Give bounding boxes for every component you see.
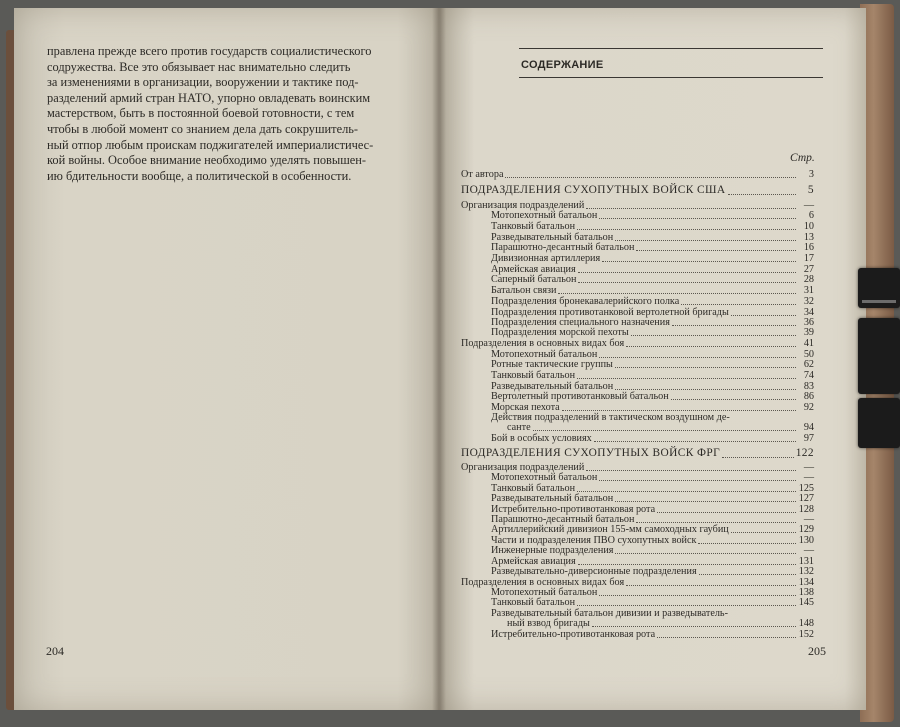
toc-entry-title: Действия подразделений в тактическом воздушном де- [491, 412, 730, 423]
toc-entry-page: 27 [803, 264, 814, 275]
toc-entry-page: 74 [803, 370, 814, 381]
toc-entry-page: — [803, 462, 814, 473]
toc-entry-title: Танковый батальон [491, 370, 576, 381]
toc-entry-page: 34 [803, 307, 814, 318]
toc-leader-dots [615, 366, 796, 368]
title-rule-bottom [519, 77, 823, 78]
toc-entry-page: — [803, 472, 814, 483]
binder-clip-bottom [858, 398, 900, 448]
text-line: содружества. Все это обязывает нас внимательно следить [47, 59, 351, 74]
toc-leader-dots [671, 398, 796, 400]
toc-entry-page: 41 [803, 338, 814, 349]
toc-leader-dots [731, 531, 796, 533]
toc-entry-title: Организация подразделений [461, 462, 585, 473]
toc-entry-page: 129 [798, 524, 814, 535]
toc-entry-title: санте [507, 422, 531, 433]
toc-leader-dots [586, 207, 796, 209]
toc-entry [491, 391, 814, 402]
toc-leader-dots [615, 552, 796, 554]
toc-entry-page: 86 [803, 391, 814, 402]
toc-entry-title: Морская пехота [491, 402, 560, 413]
toc-entry-page: 32 [803, 296, 814, 307]
toc-entry [461, 169, 814, 180]
toc-leader-dots [577, 377, 796, 379]
toc-entry [491, 274, 814, 285]
toc-entry-page: 130 [798, 535, 814, 546]
toc-entry-title: ПОДРАЗДЕЛЕНИЯ СУХОПУТНЫХ ВОЙСК США [461, 184, 726, 196]
toc-entry-title: Саперный батальон [491, 274, 577, 285]
left-page-number: 204 [46, 644, 64, 658]
toc-entry-page: 39 [803, 327, 814, 338]
text-line: ный отпор любым проискам поджигателей империалистичес- [47, 137, 374, 152]
toc-entry-page: 94 [803, 422, 814, 433]
binder-clip-shine [862, 300, 896, 303]
toc-entry [491, 524, 814, 535]
toc-entry-page: 125 [798, 483, 814, 494]
contents-title: СОДЕРЖАНИЕ [521, 59, 604, 71]
toc-leader-dots [636, 249, 796, 251]
toc-leader-dots [615, 500, 796, 502]
toc-entry-page: 128 [798, 504, 814, 515]
toc-entry-title: Разведывательный батальон дивизии и разведыватель- [491, 608, 728, 619]
text-line: кой войны. Особое внимание необходимо уделять повышен- [47, 153, 367, 168]
toc-entry-page: 92 [803, 402, 814, 413]
toc-entry-title: Артиллерийский дивизион 155-мм самоходных гаубиц [491, 524, 729, 535]
toc-entry-title: Подразделения специального назначения [491, 317, 670, 328]
toc-entry-title: Вертолетный противотанковый батальон [491, 391, 669, 402]
toc-entry-title: От автора [461, 169, 504, 180]
toc-entry-title: Подразделения морской пехоты [491, 327, 629, 338]
toc-entry [507, 618, 814, 629]
toc-entry-title: Парашютно-десантный батальон [491, 242, 635, 253]
toc-leader-dots [577, 228, 796, 230]
toc-entry-title: Организация подразделений [461, 200, 585, 211]
toc-leader-dots [586, 469, 796, 471]
toc-entry [491, 242, 814, 253]
toc-entry [491, 253, 814, 264]
toc-entry-title: Мотопехотный батальон [491, 349, 598, 360]
toc-entry-title: Танковый батальон [491, 221, 576, 232]
toc-entry [491, 327, 814, 338]
toc-leader-dots [602, 260, 796, 262]
toc-leader-dots [615, 239, 796, 241]
toc-leader-dots [731, 314, 796, 316]
toc-entry-page: 134 [798, 577, 814, 588]
toc-entry [461, 338, 814, 349]
toc-entry-page: — [803, 545, 814, 556]
toc-entry-page: 148 [798, 618, 814, 629]
toc-entry-title: Мотопехотный батальон [491, 472, 598, 483]
toc-entry-title: Подразделения в основных видах боя [461, 577, 625, 588]
toc-entry-page: 97 [803, 433, 814, 444]
toc-entry-title: Разведывательный батальон [491, 381, 614, 392]
toc-leader-dots [562, 409, 796, 411]
toc-entry [491, 221, 814, 232]
toc-leader-dots [533, 429, 796, 431]
toc-leader-dots [578, 563, 796, 565]
right-page-number: 205 [808, 644, 826, 658]
toc-entry [461, 447, 814, 460]
toc-leader-dots [626, 345, 796, 347]
toc-entry-title: Инженерные подразделения [491, 545, 614, 556]
toc-entry [491, 210, 814, 221]
toc-entry-page: 10 [803, 221, 814, 232]
toc-entry-page: 31 [803, 285, 814, 296]
toc-entry-title: Подразделения противотанковой вертолетной бригады [491, 307, 729, 318]
toc-entry-title: Ротные тактические группы [491, 359, 613, 370]
toc-leader-dots [615, 388, 796, 390]
left-page-text [47, 44, 402, 184]
toc-leader-dots [577, 604, 796, 606]
toc-entry-title: Мотопехотный батальон [491, 210, 598, 221]
toc-leader-dots [732, 420, 796, 421]
toc-entry-title: Армейская авиация [491, 264, 576, 275]
toc-entry-title: Подразделения в основных видах боя [461, 338, 625, 349]
toc-entry-page: 6 [808, 210, 814, 221]
text-line: мастерством, быть в постоянной боевой готовности, с тем [47, 106, 355, 121]
toc-entry [491, 370, 814, 381]
toc-entry-title: Танковый батальон [491, 483, 576, 494]
toc-leader-dots [636, 521, 796, 523]
toc-leader-dots [698, 542, 796, 544]
toc-entry-title: Батальон связи [491, 285, 557, 296]
toc-entry [491, 296, 814, 307]
toc-leader-dots [599, 479, 796, 481]
toc-entry-title: Истребительно-противотанковая рота [491, 629, 656, 640]
toc-entry [491, 597, 814, 608]
toc-leader-dots [722, 456, 794, 458]
toc-entry-title: Части и подразделения ПВО сухопутных войск [491, 535, 697, 546]
toc-leader-dots [505, 176, 796, 178]
toc-entry-page: — [803, 514, 814, 525]
toc-entry [491, 545, 814, 556]
text-line: разделений армий стран НАТО, упорно овладевать воинским [47, 90, 371, 105]
toc-leader-dots [681, 303, 796, 305]
text-line: ию бдительности вообще, а политической в особенности. [47, 168, 352, 183]
toc-entry-page: 62 [803, 359, 814, 370]
book-gutter [432, 8, 446, 710]
toc-entry-page: 5 [807, 184, 814, 196]
toc-entry-title: ПОДРАЗДЕЛЕНИЯ СУХОПУТНЫХ ВОЙСК ФРГ [461, 447, 721, 459]
toc-leader-dots [626, 584, 796, 586]
toc-entry-title: ный взвод бригады [507, 618, 590, 629]
toc-entry [491, 285, 814, 296]
toc-leader-dots [594, 440, 796, 442]
toc-entry-title: Танковый батальон [491, 597, 576, 608]
toc-entry-page: 83 [803, 381, 814, 392]
toc-entry [461, 184, 814, 197]
toc-leader-dots [578, 281, 796, 283]
toc-leader-dots [577, 490, 796, 492]
toc-leader-dots [657, 636, 796, 638]
toc-entry-page: 122 [795, 447, 814, 459]
toc-entry-page: 16 [803, 242, 814, 253]
toc-leader-dots [657, 511, 796, 513]
toc-entry-page: 127 [798, 493, 814, 504]
text-line: чтобы в любой момент со знанием дела дать сокрушитель- [47, 121, 359, 136]
toc-leader-dots [672, 324, 796, 326]
toc-entry-page: 36 [803, 317, 814, 328]
toc-entry [491, 566, 814, 577]
toc-entry-page: 17 [803, 253, 814, 264]
text-line: за изменениями в организации, вооружении и тактике под- [47, 75, 359, 90]
text-line: правлена прежде всего против государств социалистического [47, 44, 372, 58]
toc-entry [507, 422, 814, 433]
toc-entry-title: Парашютно-десантный батальон [491, 514, 635, 525]
toc-entry [491, 472, 814, 483]
toc-entry-page: 50 [803, 349, 814, 360]
toc-leader-dots [728, 193, 796, 195]
toc-entry-page: 28 [803, 274, 814, 285]
toc-entry-title: Армейская авиация [491, 556, 576, 567]
toc-entry-page: 138 [798, 587, 814, 598]
toc-leader-dots [699, 573, 796, 575]
toc-entry-page: 3 [808, 169, 814, 180]
title-rule-top [519, 48, 823, 49]
toc-entry-title: Дивизионная артиллерия [491, 253, 601, 264]
toc-entry [491, 433, 814, 444]
toc-leader-dots [730, 616, 796, 617]
toc-leader-dots [599, 356, 796, 358]
toc-leader-dots [599, 217, 796, 219]
toc-entry-page: 131 [798, 556, 814, 567]
toc-entry [491, 629, 814, 640]
toc-entry [491, 359, 814, 370]
toc-entry-title: Истребительно-противотанковая рота [491, 504, 656, 515]
toc-leader-dots [599, 594, 796, 596]
toc-leader-dots [578, 271, 796, 273]
toc-entry-title: Разведывательно-диверсионные подразделения [491, 566, 697, 577]
toc-entry-title: Мотопехотный батальон [491, 587, 598, 598]
toc-entry-page: — [803, 200, 814, 211]
binder-clip-middle [858, 318, 900, 394]
toc-entry-title: Бой в особых условиях [491, 433, 592, 444]
toc-entry-title: Подразделения бронекавалерийского полка [491, 296, 680, 307]
toc-leader-dots [631, 334, 796, 336]
page-column-label: Стр. [790, 152, 815, 164]
toc-entry-page: 145 [798, 597, 814, 608]
toc-entry-page: 132 [798, 566, 814, 577]
toc-entry [491, 493, 814, 504]
toc-entry-title: Разведывательный батальон [491, 232, 614, 243]
toc-entry-title: Разведывательный батальон [491, 493, 614, 504]
toc-entry-page: 13 [803, 232, 814, 243]
toc-entry-page: 152 [798, 629, 814, 640]
toc-leader-dots [592, 625, 796, 627]
toc-leader-dots [558, 292, 796, 294]
